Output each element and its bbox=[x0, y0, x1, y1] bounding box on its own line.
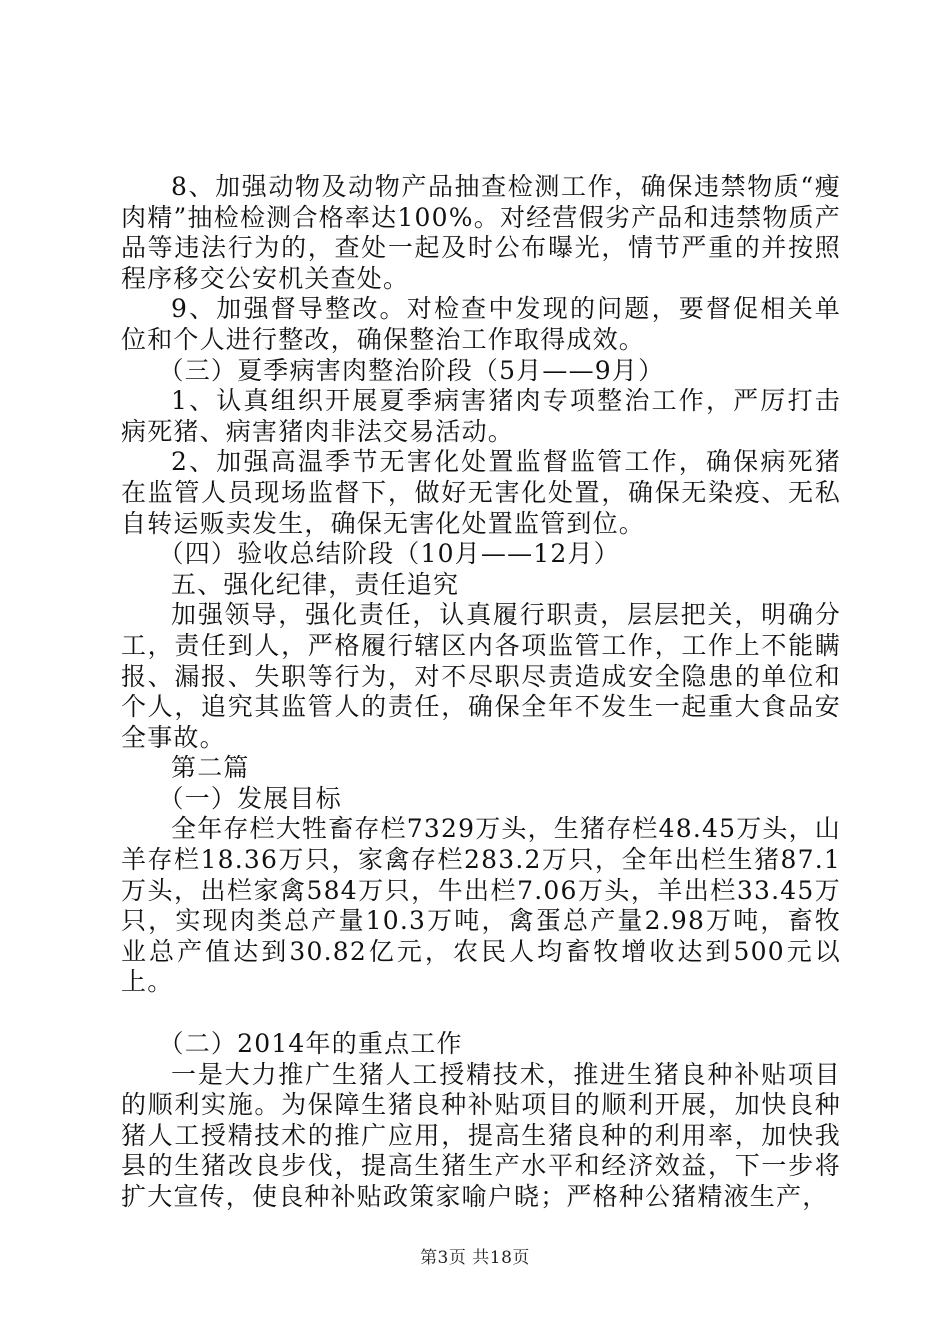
paragraph-stage-3-item-1: 1、认真组织开展夏季病害猪肉专项整治工作，严厉打击病死猪、病害猪肉非法交易活动。 bbox=[121, 386, 841, 446]
paragraph-key-work-1: 一是大力推广生猪人工授精技术，推进生猪良种补贴项目的顺利实施。为保障生猪良种补贴项目的顺利开展，加快良种猪人工授精技术的推广应用，提高生猪良种的利用率，加快我县的生猪改良步伐，提高生猪生产水平和经济效益，下一步将扩大宣传，使良种补贴政策家喻户晓；严格种公猪精液生产， bbox=[121, 1059, 841, 1211]
paragraph-item-8: 8、加强动物及动物产品抽查检测工作，确保违禁物质“瘦肉精”抽检检测合格率达100%。对经营假劣产品和违禁物质产品等违法行为的，查处一起及时公布曝光，情节严重的并按照程序移交公安机关查处。 bbox=[121, 172, 841, 293]
paragraph-spacer bbox=[121, 998, 841, 1029]
section-heading-stage-4: （四）验收总结阶段（10月——12月） bbox=[158, 539, 620, 569]
page-number-footer: 第3页 共18页 bbox=[420, 1248, 530, 1268]
section-heading-stage-3: （三）夏季病害肉整治阶段（5月——9月） bbox=[158, 355, 665, 385]
paragraph-goals: 全年存栏大牲畜存栏7329万头，生猪存栏48.45万头，山羊存栏18.36万只，家禽存栏283.2万只，全年出栏生猪87.1万头，出栏家禽584万只，牛出栏7.06万头，羊出栏33.45万只，实现肉类总产量10.3万吨，禽蛋总产量2.98万吨，畜牧业总产值达到30.82亿元，农民人均畜牧增收达到500元以上。 bbox=[121, 814, 841, 997]
paragraph-stage-3-item-2: 2、加强高温季节无害化处置监督监管工作，确保病死猪在监管人员现场监督下，做好无害化处置，确保无染疫、无私自转运贩卖发生，确保无害化处置监管到位。 bbox=[121, 447, 841, 538]
section-heading-key-work: （二）2014年的重点工作 bbox=[158, 1029, 463, 1059]
document-body bbox=[121, 172, 841, 1213]
section-heading-discipline: 五、强化纪律，责任追究 bbox=[171, 569, 460, 599]
section-heading-goals: （一）发展目标 bbox=[158, 783, 342, 813]
paragraph-discipline: 加强领导，强化责任，认真履行职责，层层把关，明确分工，责任到人，严格履行辖区内各项监管工作，工作上不能瞒报、漏报、失职等行为，对不尽职尽责造成安全隐患的单位和个人，追究其监管人的责任，确保全年不发生一起重大食品安全事故。 bbox=[121, 600, 841, 752]
paragraph-item-9: 9、加强督导整改。对检查中发现的问题，要督促相关单位和个人进行整改，确保整治工作取得成效。 bbox=[121, 294, 841, 354]
chapter-heading-part-2: 第二篇 bbox=[171, 753, 250, 783]
